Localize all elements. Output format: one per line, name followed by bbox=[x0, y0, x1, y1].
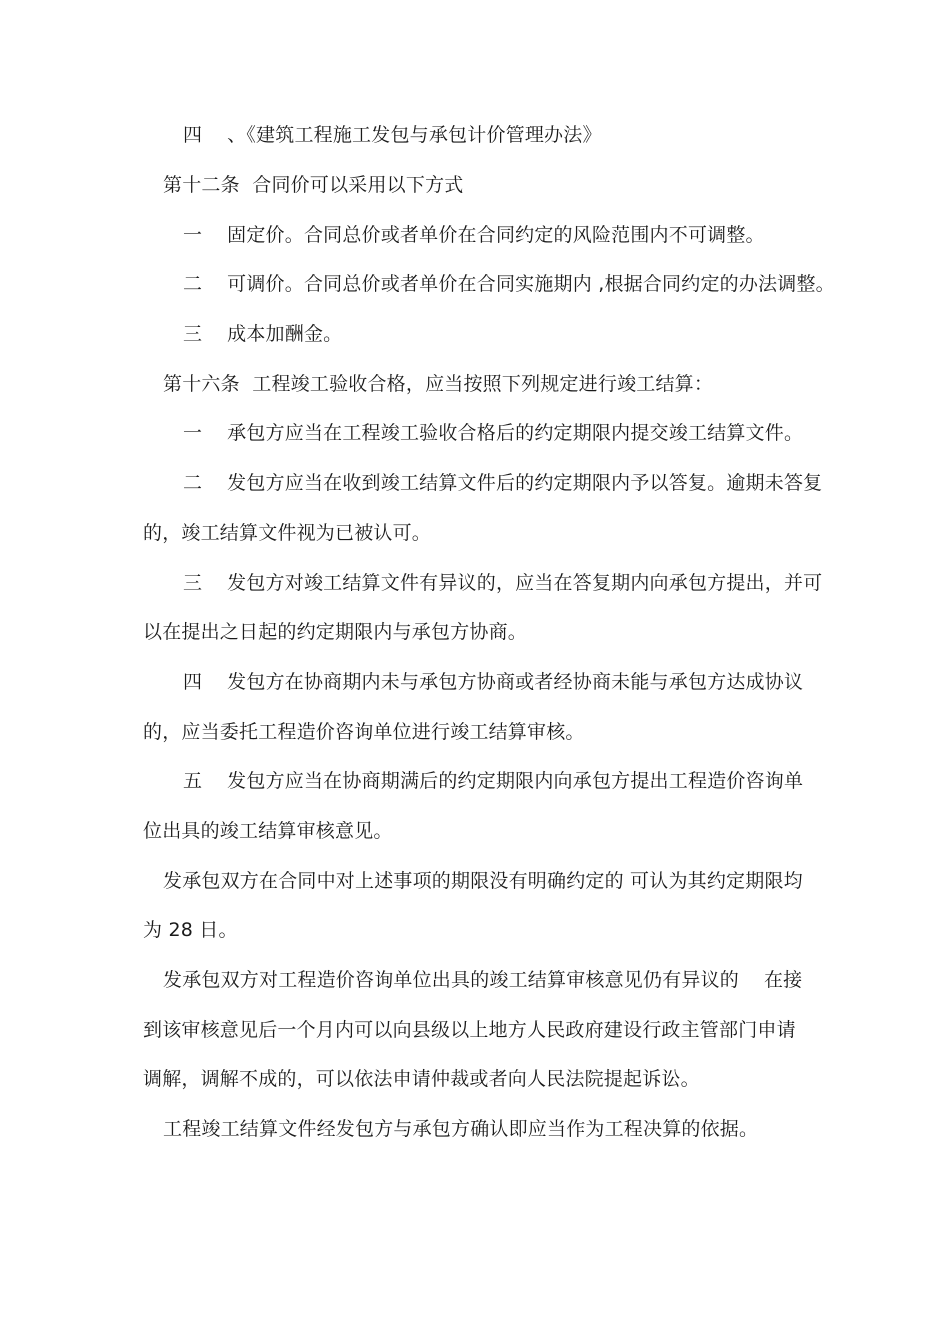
paragraph-line: 为 28 日。 bbox=[143, 919, 238, 941]
list-item: 一 固定价。合同总价或者单价在合同约定的风险范围内不可调整。 bbox=[183, 224, 765, 246]
article-12-title: 第十二条 合同价可以采用以下方式 bbox=[163, 174, 464, 196]
paragraph-line: 发承包双方在合同中对上述事项的期限没有明确约定的 可认为其约定期限均 bbox=[163, 870, 803, 892]
list-item-continuation: 位出具的竣工结算审核意见。 bbox=[143, 820, 393, 842]
section-heading: 四 、《建筑工程施工发包与承包计价管理办法》 bbox=[183, 124, 602, 146]
list-item-continuation: 以在提出之日起的约定期限内与承包方协商。 bbox=[143, 621, 528, 643]
paragraph-line: 到该审核意见后一个月内可以向县级以上地方人民政府建设行政主管部门申请 bbox=[143, 1019, 796, 1041]
list-item: 五 发包方应当在协商期满后的约定期限内向承包方提出工程造价咨询单 bbox=[183, 770, 804, 792]
list-item: 二 可调价。合同总价或者单价在合同实施期内 ,根据合同约定的办法调整。 bbox=[183, 273, 835, 295]
paragraph-line: 工程竣工结算文件经发包方与承包方确认即应当作为工程决算的依据。 bbox=[163, 1118, 759, 1140]
list-item: 三 成本加酬金。 bbox=[183, 323, 343, 345]
paragraph-line: 调解，调解不成的，可以依法申请仲裁或者向人民法院提起诉讼。 bbox=[143, 1068, 700, 1090]
list-item: 一 承包方应当在工程竣工验收合格后的约定期限内提交竣工结算文件。 bbox=[183, 422, 804, 444]
list-item: 四 发包方在协商期内未与承包方协商或者经协商未能与承包方达成协议 bbox=[183, 671, 804, 693]
paragraph-line: 发承包双方对工程造价咨询单位出具的竣工结算审核意见仍有异议的 在接 bbox=[163, 969, 803, 991]
list-item: 二 发包方应当在收到竣工结算文件后的约定期限内予以答复。逾期未答复 bbox=[183, 472, 823, 494]
article-16-title: 第十六条 工程竣工验收合格，应当按照下列规定进行竣工结算： bbox=[163, 373, 714, 395]
list-item-continuation: 的，应当委托工程造价咨询单位进行竣工结算审核。 bbox=[143, 721, 585, 743]
list-item: 三 发包方对竣工结算文件有异议的，应当在答复期内向承包方提出，并可 bbox=[183, 572, 823, 594]
list-item-continuation: 的，竣工结算文件视为已被认可。 bbox=[143, 522, 432, 544]
